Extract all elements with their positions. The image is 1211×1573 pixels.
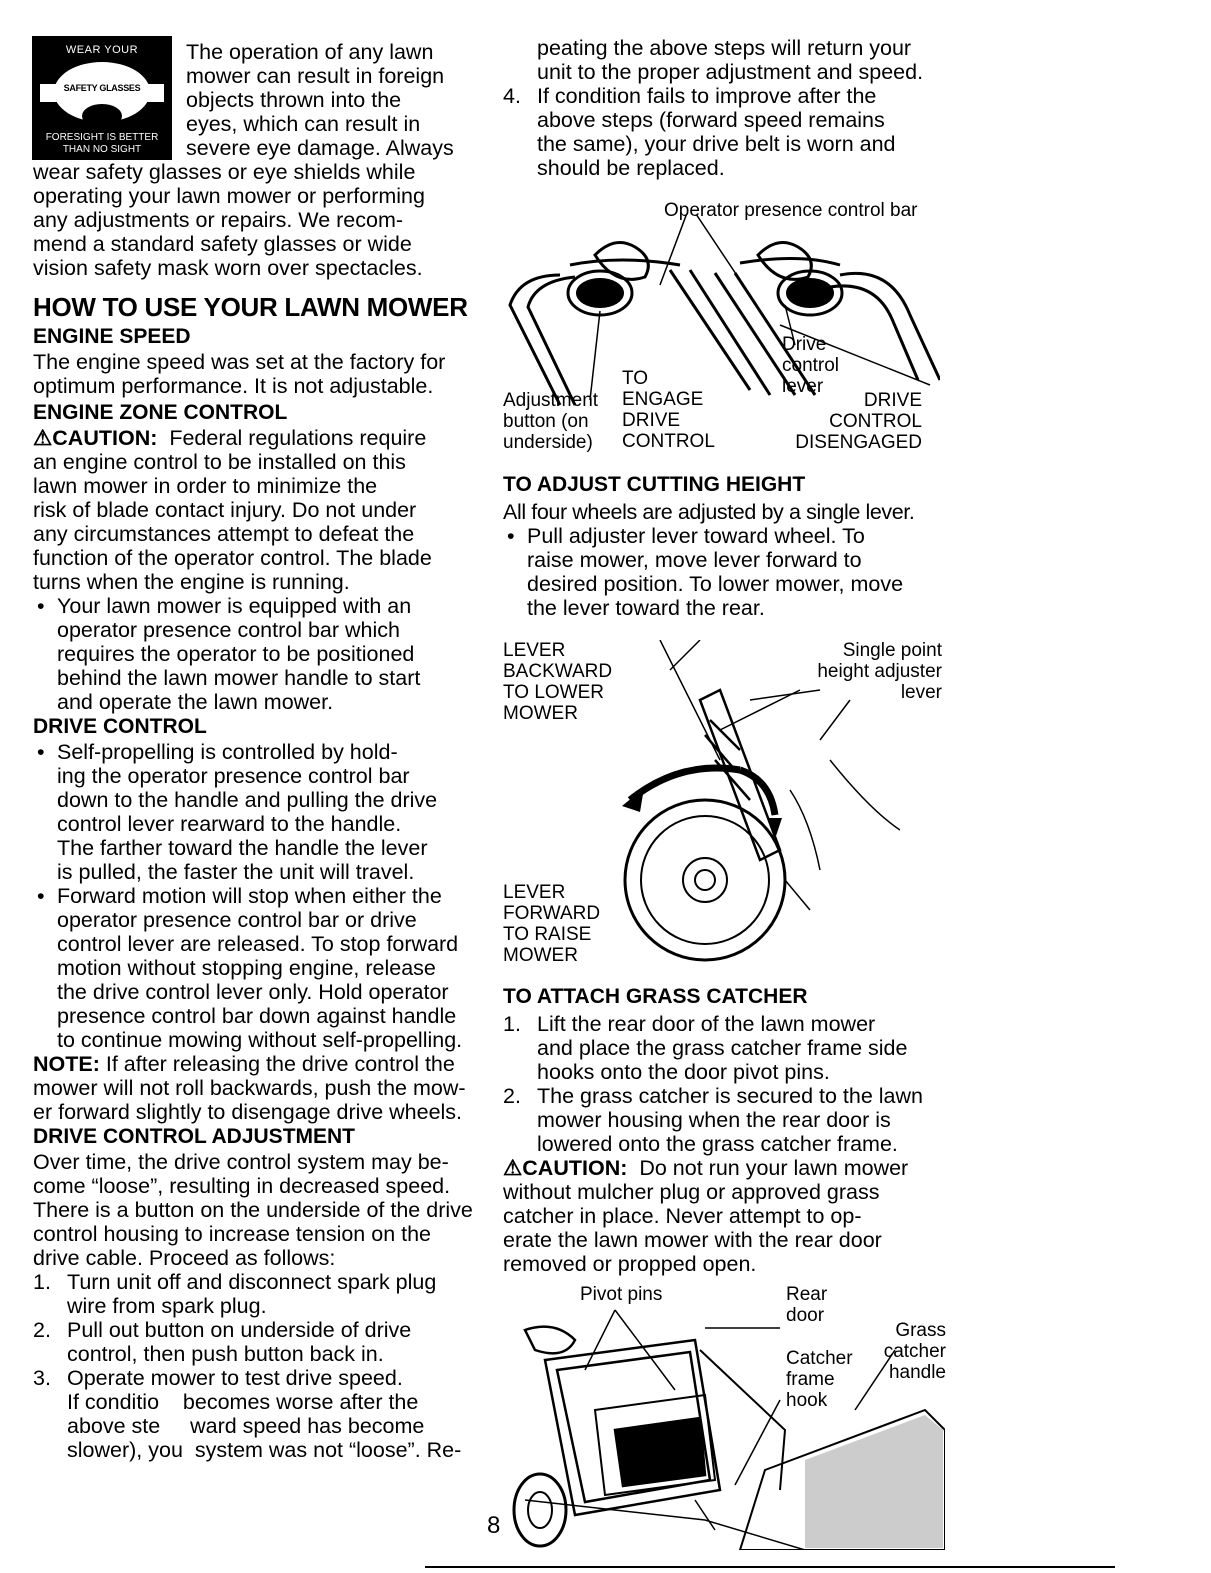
text-line: LEVER <box>503 640 566 661</box>
text-line: hooks onto the door pivot pins. <box>537 1060 830 1084</box>
text-line: lever <box>900 682 942 703</box>
text-line: Adjustment <box>503 390 599 411</box>
text-line: If condition fails to improve after the <box>537 84 877 108</box>
text-line: button (on <box>503 411 589 432</box>
text-line: DISENGAGED <box>795 432 922 453</box>
text-line: erate the lawn mower with the rear door <box>503 1228 882 1252</box>
text-line: above steps (forward speed remains <box>537 108 885 132</box>
rear-door-label <box>786 1284 827 1326</box>
text-line: removed or propped open. <box>503 1252 757 1276</box>
left-column <box>33 160 481 1462</box>
grass-catcher-heading: TO ATTACH GRASS CATCHER <box>503 985 808 1008</box>
text-line: CONTROL <box>829 411 922 432</box>
step-number: 4. <box>503 84 521 108</box>
text-line: control, then push button back in. <box>67 1342 384 1366</box>
text-line: lawn mower in order to minimize the <box>33 474 378 498</box>
text-line: any circumstances attempt to defeat the <box>33 522 415 546</box>
bullet-item <box>33 740 481 884</box>
text-line: wear safety glasses or eye shields while <box>33 160 416 184</box>
step-item <box>33 1318 481 1366</box>
lever-forward-label <box>503 882 600 966</box>
text-line: wire from spark plug. <box>67 1294 267 1318</box>
catcher-frame-hook-label <box>786 1348 853 1411</box>
adjustment-button-label <box>503 390 598 453</box>
text-line: underside) <box>503 432 593 453</box>
caution-label: CAUTION: <box>522 1156 628 1180</box>
bullet-item <box>33 884 481 1052</box>
text-line: is pulled, the faster the unit will travel. <box>57 860 415 884</box>
step-number: 1. <box>503 1012 521 1036</box>
note-label: NOTE: <box>33 1052 100 1076</box>
text-line: unit to the proper adjustment and speed. <box>537 60 924 84</box>
text-line: The operation of any lawn <box>186 40 434 64</box>
text-line: TO <box>622 368 649 389</box>
pivot-pins-label: Pivot pins <box>580 1284 663 1305</box>
text-line: control lever are released. To stop forward <box>57 932 459 956</box>
text-line: and operate the lawn mower. <box>57 690 334 714</box>
text-line: control lever rearward to the handle. <box>57 812 402 836</box>
text-line: Over time, the drive control system may be- <box>33 1150 449 1174</box>
badge-top-text: WEAR YOUR <box>65 44 139 56</box>
text-line: an engine control to be installed on this <box>33 450 406 474</box>
bullet-item <box>503 524 953 620</box>
text-line: Catcher <box>786 1348 853 1369</box>
text-line: LEVER <box>503 882 566 903</box>
section-title: HOW TO USE YOUR LAWN MOWER <box>33 292 468 322</box>
text-line: Do not run your lawn mower <box>639 1156 909 1180</box>
text-line: DRIVE <box>622 410 681 431</box>
step-number: 2. <box>503 1084 521 1108</box>
text-line: control housing to increase tension on the <box>33 1222 432 1246</box>
bullet-item <box>33 594 481 714</box>
text-line: severe eye damage. Always <box>186 136 454 160</box>
text-line: If conditio becomes worse after the <box>67 1390 419 1414</box>
text-line: Single point <box>842 640 942 661</box>
text-line: The farther toward the handle the lever <box>57 836 428 860</box>
drive-control-heading: DRIVE CONTROL <box>33 715 207 738</box>
text-line: mower can result in foreign <box>186 64 445 88</box>
text-line: All four wheels are adjusted by a single lever. <box>503 500 915 524</box>
text-line: The engine speed was set at the factory for <box>33 350 446 374</box>
text-line: Lift the rear door of the lawn mower <box>537 1012 876 1036</box>
text-line: • Self-propelling is controlled by hold- <box>57 740 398 764</box>
text-line: slower), you system was not “loose”. Re- <box>67 1438 462 1462</box>
text-line: above ste ward speed has become <box>67 1414 425 1438</box>
text-line: Drive <box>782 334 827 355</box>
text-line: function of the operator control. The blade <box>33 546 432 570</box>
caution-icon: ⚠ <box>503 1156 523 1180</box>
intro-side-text <box>186 40 486 160</box>
text-line: Federal regulations require <box>169 426 427 450</box>
text-line: frame <box>786 1369 835 1390</box>
text-line: Pull out button on underside of drive <box>67 1318 412 1342</box>
text-line: ing the operator presence control bar <box>57 764 410 788</box>
caution-icon: ⚠ <box>33 426 53 450</box>
text-line: Grass <box>895 1320 946 1341</box>
text-line: to continue mowing without self-propelling. <box>57 1028 463 1052</box>
text-line: Operate mower to test drive speed. <box>67 1366 403 1390</box>
text-line: er forward slightly to disengage drive wheels. <box>33 1100 463 1124</box>
step-number: 1. <box>33 1270 51 1294</box>
engage-label <box>622 368 715 452</box>
text-line: come “loose”, resulting in decreased speed. <box>33 1174 451 1198</box>
caution-line <box>503 1156 953 1180</box>
text-line: the same), your drive belt is worn and <box>537 132 896 156</box>
disengaged-label <box>770 390 922 453</box>
text-line: mower housing when the rear door is <box>537 1108 891 1132</box>
text-line: control <box>782 355 840 376</box>
page-number: 8 <box>487 1512 501 1539</box>
caution-line <box>33 426 481 450</box>
single-point-adjuster-label <box>780 640 942 703</box>
text-line: mower will not roll backwards, push the mow- <box>33 1076 466 1100</box>
text-line: and place the grass catcher frame side <box>537 1036 908 1060</box>
text-line: TO LOWER <box>503 682 604 703</box>
text-line: operator presence control bar which <box>57 618 400 642</box>
bottom-rule <box>425 1566 1115 1568</box>
text-line: Rear <box>786 1284 828 1305</box>
step-item <box>33 1270 481 1318</box>
text-line: • Forward motion will stop when either the <box>57 884 442 908</box>
text-line: The grass catcher is secured to the lawn <box>537 1084 923 1108</box>
safety-glasses-badge <box>32 36 172 160</box>
cutting-height-section <box>503 472 953 620</box>
text-line: TO RAISE <box>503 924 592 945</box>
text-line: lowered onto the grass catcher frame. <box>537 1132 898 1156</box>
badge-bottom-text-1: FORESIGHT IS BETTER <box>45 132 159 143</box>
text-line: FORWARD <box>503 903 601 924</box>
text-line: behind the lawn mower handle to start <box>57 666 421 690</box>
text-line: hook <box>786 1390 828 1411</box>
text-line: eyes, which can result in <box>186 112 421 136</box>
text-line: optimum performance. It is not adjustable. <box>33 374 434 398</box>
text-line: drive cable. Proceed as follows: <box>33 1246 336 1270</box>
text-line: mend a standard safety glasses or wide <box>33 232 412 256</box>
text-line: motion without stopping engine, release <box>57 956 436 980</box>
text-line: without mulcher plug or approved grass <box>503 1180 880 1204</box>
step-item <box>503 1012 953 1084</box>
text-line: operator presence control bar or drive <box>57 908 417 932</box>
cutting-height-heading: TO ADJUST CUTTING HEIGHT <box>503 473 806 496</box>
drive-control-illustration <box>500 215 940 415</box>
text-line: There is a button on the underside of the drive <box>33 1198 473 1222</box>
text-line: door <box>786 1305 825 1326</box>
text-line: objects thrown into the <box>186 88 402 112</box>
text-line: • Pull adjuster lever toward wheel. To <box>527 524 865 548</box>
badge-middle-text: SAFETY GLASSES <box>63 83 141 93</box>
text-line: lever <box>782 376 824 397</box>
text-line: desired position. To lower mower, move <box>527 572 904 596</box>
text-line: MOWER <box>503 945 578 966</box>
text-line: raise mower, move lever forward to <box>527 548 862 572</box>
text-line: requires the operator to be positioned <box>57 642 415 666</box>
text-line: Turn unit off and disconnect spark plug <box>67 1270 437 1294</box>
grass-catcher-section <box>503 984 953 1276</box>
text-line: down to the handle and pulling the drive <box>57 788 438 812</box>
right-top-text <box>503 36 953 180</box>
lever-backward-label <box>503 640 612 724</box>
text-line: operating your lawn mower or performing <box>33 184 425 208</box>
text-line: any adjustments or repairs. We recom- <box>33 208 404 232</box>
step-item <box>33 1366 481 1462</box>
step-number: 3. <box>33 1366 51 1390</box>
text-line: height adjuster <box>817 661 942 682</box>
text-line: turns when the engine is running. <box>33 570 350 594</box>
text-line: peating the above steps will return your <box>537 36 912 60</box>
drive-lever-label <box>782 334 839 397</box>
text-line: catcher <box>883 1341 946 1362</box>
note-line <box>33 1052 481 1076</box>
text-line: should be replaced. <box>537 156 725 180</box>
text-line: vision safety mask worn over spectacles. <box>33 256 423 280</box>
text-line: CONTROL <box>622 431 715 452</box>
engine-zone-heading: ENGINE ZONE CONTROL <box>33 401 288 424</box>
drive-adjust-heading: DRIVE CONTROL ADJUSTMENT <box>33 1125 356 1148</box>
safety-glasses-icon <box>32 58 172 128</box>
text-line: presence control bar down against handle <box>57 1004 457 1028</box>
text-line: MOWER <box>503 703 578 724</box>
text-line: DRIVE <box>863 390 922 411</box>
step-number: 2. <box>33 1318 51 1342</box>
step-item <box>503 84 953 180</box>
operator-bar-label: Operator presence control bar <box>664 200 918 221</box>
text-line: the drive control lever only. Hold operator <box>57 980 449 1004</box>
text-line: If after releasing the drive control the <box>105 1052 455 1076</box>
text-line: BACKWARD <box>503 661 613 682</box>
text-line: • Your lawn mower is equipped with an <box>57 594 412 618</box>
text-line: handle <box>888 1362 946 1383</box>
caution-label: CAUTION: <box>52 426 158 450</box>
text-line: catcher in place. Never attempt to op- <box>503 1204 862 1228</box>
engine-speed-heading: ENGINE SPEED <box>33 325 191 348</box>
badge-bottom-text-2: THAN NO SIGHT <box>62 144 142 155</box>
grass-catcher-handle-label <box>860 1320 946 1383</box>
text-line: ENGAGE <box>622 389 704 410</box>
text-line: the lever toward the rear. <box>527 596 765 620</box>
text-line: risk of blade contact injury. Do not under <box>33 498 417 522</box>
step-item <box>503 1084 953 1156</box>
